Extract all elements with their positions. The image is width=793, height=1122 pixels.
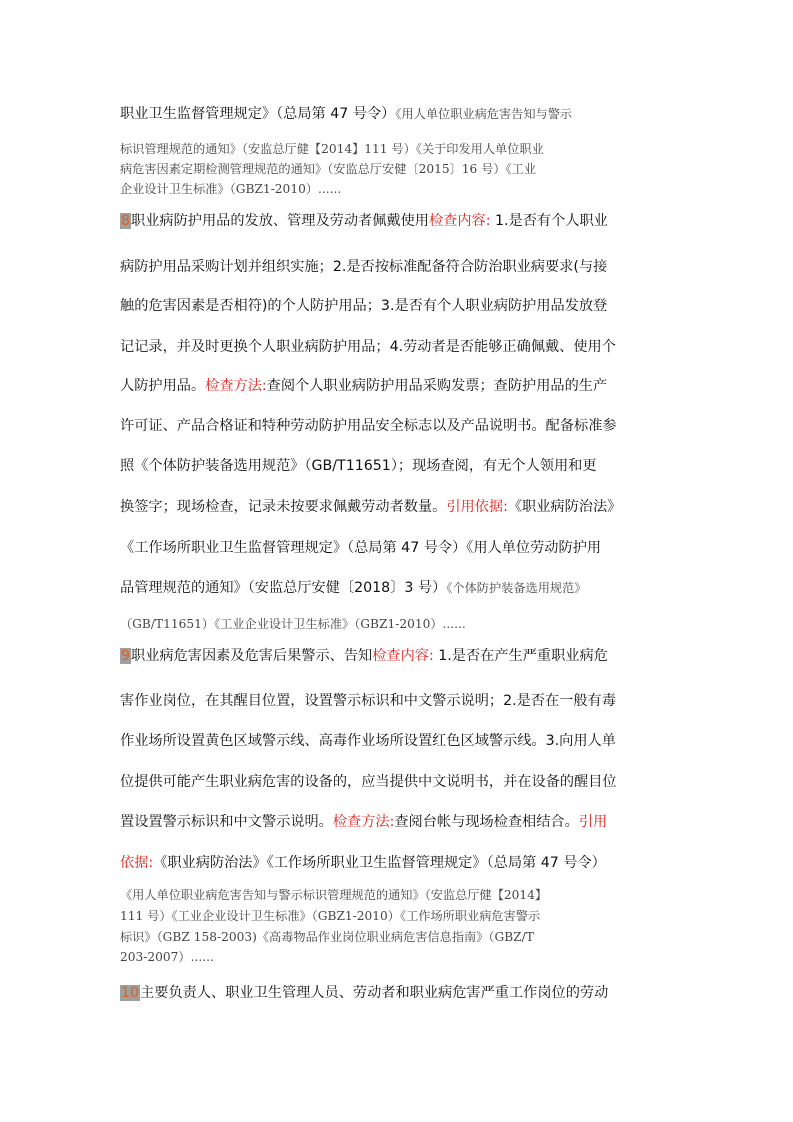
check-method-label: 检查方法:: [332, 814, 395, 830]
text-line: 标识管理规范的通知》（安监总厅健【2014】111 号）《关于印发用人单位职业: [120, 142, 544, 156]
text-line: 照《个体防护装备选用规范》（GB/T11651）；现场查阅，有无个人领用和更: [120, 458, 597, 474]
basis-label: 依据:: [120, 855, 154, 871]
section-9-heading: 9职业病危害因素及危害后果警示、告知检查内容: 1.是否在产生严重职业病危: [121, 648, 608, 664]
text-line: 品管理规范的通知》（安监总厅安健〔2018〕3 号）《个体防护装备选用规范》: [120, 580, 587, 596]
section-8-heading: 8职业病防护用品的发放、管理及劳动者佩戴使用检查内容: 1.是否有个人职业: [121, 213, 608, 229]
text-line: （GB/T11651）《工业企业设计卫生标准》（GBZ1-2010）......: [120, 617, 466, 631]
text-line: 记记录，并及时更换个人职业病防护用品；4.劳动者是否能够正确佩戴、使用个: [120, 339, 616, 355]
text-line: 置设置警示标识和中文警示说明。检查方法:查阅台帐与现场检查相结合。引用: [120, 814, 608, 830]
text-line: 职业卫生监督管理规定》（总局第 47 号令）《用人单位职业病危害告知与警示: [120, 106, 573, 122]
text-line: 标识》（GBZ 158-2003)《高毒物品作业岗位职业病危害信息指南》（GBZ/T: [120, 930, 534, 944]
text-line: 人防护用品。检查方法:查阅个人职业病防护用品采购发票；查防护用品的生产: [120, 378, 608, 394]
section-number: 9: [121, 648, 131, 664]
basis-label: 引用依据:: [446, 499, 508, 515]
text-line: 许可证、产品合格证和特种劳动防护用品安全标志以及产品说明书。配备标准参: [120, 418, 617, 434]
check-content-label: 检查内容:: [428, 213, 491, 229]
section-10-heading: 10主要负责人、职业卫生管理人员、劳动者和职业病危害严重工作岗位的劳动: [121, 985, 609, 1001]
text-line: 《工作场所职业卫生监督管理规定》（总局第 47 号令）《用人单位劳动防护用: [120, 540, 602, 556]
text-line: 病危害因素定期检测管理规范的通知》（安监总厅安健〔2015〕16 号）《工业: [120, 162, 537, 176]
text-line: 换签字；现场检查，记录未按要求佩戴劳动者数量。引用依据:《职业病防治法》: [120, 499, 622, 515]
basis-label: 引用: [578, 814, 608, 830]
text-line: 依据:《职业病防治法》《工作场所职业卫生监督管理规定》（总局第 47 号令）: [120, 855, 606, 871]
text-line: 触的危害因素是否相符)的个人防护用品；3.是否有个人职业病防护用品发放登: [120, 298, 608, 314]
section-number: 10: [121, 985, 140, 1001]
check-content-label: 检查内容:: [372, 648, 434, 664]
text-line: 企业设计卫生标准》（GBZ1-2010）......: [120, 182, 342, 196]
text-line: 位提供可能产生职业病危害的设备的，应当提供中文说明书，并在设备的醒目位: [120, 774, 617, 790]
text-line: 《用人单位职业病危害告知与警示标识管理规范的通知》（安监总厅健【2014】: [120, 888, 548, 902]
text-line: 作业场所设置黄色区域警示线、高毒作业场所设置红色区域警示线。3.向用人单: [120, 733, 616, 749]
text-line: 111 号）《工业企业设计卫生标准》（GBZ1-2010）《工作场所职业病危害警示: [120, 909, 541, 923]
text-line: 203-2007）......: [120, 950, 214, 964]
check-method-label: 检查方法:: [205, 378, 267, 394]
text-line: 害作业岗位，在其醒目位置，设置警示标识和中文警示说明；2.是否在一般有毒: [120, 693, 616, 709]
section-number: 8: [121, 213, 131, 229]
text-line: 病防护用品采购计划并组织实施；2.是否按标准配备符合防治职业病要求(与接: [120, 259, 608, 275]
